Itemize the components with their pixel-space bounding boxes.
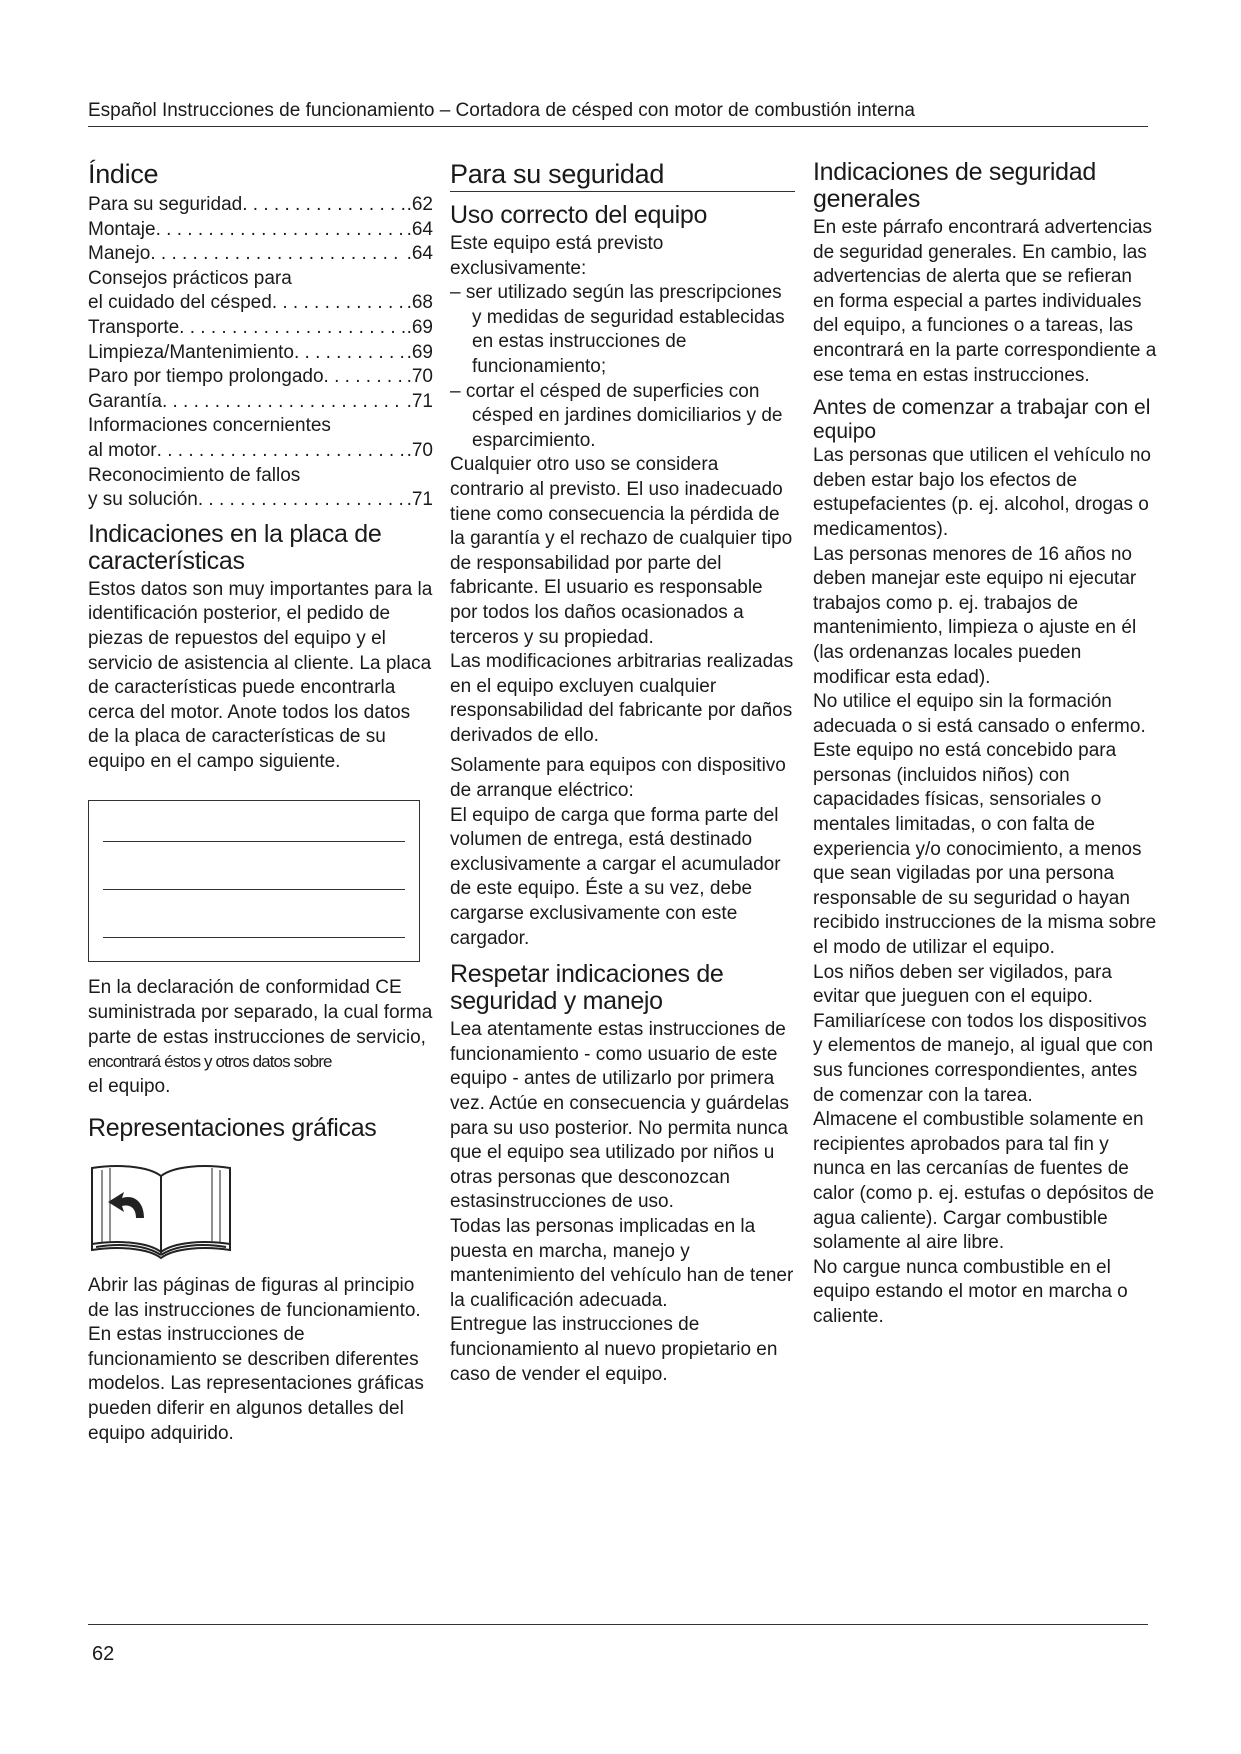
footer-rule bbox=[88, 1624, 1148, 1625]
safety-title: Para su seguridad bbox=[450, 159, 795, 192]
list-item: – ser utilizado según las prescripciones y medidas de seguridad establecidas en estas instrucciones de funcionamiento; bbox=[450, 282, 785, 377]
open-book-icon bbox=[88, 1158, 433, 1268]
electric-start-heading: Solamente para equipos con dispositivo de arranque eléctrico: bbox=[450, 755, 786, 802]
toc-entry[interactable]: Paro por tiempo prolongado . . . .70 bbox=[88, 365, 433, 390]
toc-entry[interactable]: Limpieza/Mantenimiento . . . .69 bbox=[88, 341, 433, 366]
paragraph: Almacene el combustible solamente en recipientes aprobados para tal fin y nunca en las cercanías de fuentes de calor (como p. ej. estufas o depósitos de agua caliente). Cargar combustible solamente al aire libre. bbox=[813, 1109, 1155, 1254]
column-middle bbox=[450, 155, 795, 1387]
column-left bbox=[88, 155, 433, 1446]
graphics-text-1: Abrir las páginas de figuras al principio de las instrucciones de funcionamiento. bbox=[88, 1275, 421, 1321]
page-number: 62 bbox=[92, 1643, 115, 1665]
respect-text-3: Entregue las instrucciones de funcionamiento al nuevo propietario en caso de vender el equipo. bbox=[450, 1314, 778, 1385]
toc-entry[interactable]: y su solución . . . .71 bbox=[88, 488, 433, 513]
use-text-2: Las modificaciones arbitrarias realizadas en el equipo excluyen cualquier responsabilidad del fabricante por daños derivados de ello. bbox=[450, 651, 794, 746]
graphics-text-2: En estas instrucciones de funcionamiento se describen diferentes modelos. Las representaciones gráficas pueden diferir en algunos detalles del equipo adquirido. bbox=[88, 1324, 424, 1444]
nameplate-data-field[interactable] bbox=[88, 800, 420, 962]
plate-text: Estos datos son muy importantes para la identificación posterior, el pedido de piezas de repuestos del equipo y el servicio de asistencia al cliente. La placa de características puede encontrarla cerca del motor. Anote todos los datos de la placa de características de su equipo en el campo siguiente. bbox=[88, 578, 433, 772]
paragraph: Familiarícese con todos los dispositivos y elementos de manejo, al igual que con sus funciones correspondientes, antes de comenzar con la tarea. bbox=[813, 1010, 1154, 1106]
toc-entry[interactable]: Manejo . . . .64 bbox=[88, 242, 433, 267]
toc-entry[interactable]: Garantía . . . .71 bbox=[88, 390, 433, 415]
toc-entry[interactable]: el cuidado del césped . . . .68 bbox=[88, 291, 433, 316]
respect-text-2: Todas las personas implicadas en la puesta en marcha, manejo y mantenimiento del vehículo han de tener la cualificación adecuada. bbox=[450, 1215, 794, 1311]
general-safety-text: En este párrafo encontrará advertencias de seguridad generales. En cambio, las advertencias de alerta que se refieran en forma especial a partes individuales del equipo, a funciones o a tareas, las encontrará en la parte correspondiente a ese tema en estas instrucciones. bbox=[813, 217, 1157, 386]
write-line bbox=[103, 841, 405, 842]
respect-section-title: Respetar indicaciones de seguridad y manejo bbox=[450, 960, 724, 1016]
toc-entry-line1: Consejos prácticos para bbox=[88, 267, 292, 289]
list-item: – cortar el césped de superficies con césped en jardines domiciliarios y de esparcimiento. bbox=[450, 380, 783, 451]
paragraph: No cargue nunca combustible en el equipo estando el motor en marcha o caliente. bbox=[813, 1256, 1128, 1327]
use-list bbox=[450, 281, 795, 453]
write-line bbox=[103, 889, 405, 890]
general-safety-title: Indicaciones de seguridad generales bbox=[813, 158, 1096, 213]
use-intro: Este equipo está previsto exclusivamente: bbox=[450, 233, 664, 279]
toc-entry[interactable]: Transporte . . . .69 bbox=[88, 316, 433, 341]
electric-start-text: El equipo de carga que forma parte del volumen de entrega, está destinado exclusivamente a cargar el acumulador de este equipo. Éste a su vez, debe cargarse exclusivamente con este cargador. bbox=[450, 804, 781, 949]
toc-entry[interactable]: Montaje . . . .64 bbox=[88, 218, 433, 243]
plate-section-title: Indicaciones en la placa de características bbox=[88, 519, 382, 575]
page-header: Español Instrucciones de funcionamiento – Cortadora de césped con motor de combustión interna bbox=[88, 100, 1148, 127]
write-line bbox=[103, 937, 405, 938]
column-right bbox=[813, 155, 1158, 1330]
paragraph: Las personas que utilicen el vehículo no deben estar bajo los efectos de estupefacientes (p. ej. alcohol, drogas o medicamentos). bbox=[813, 445, 1152, 540]
toc-entry[interactable]: Para su seguridad . . . .62 bbox=[88, 193, 433, 218]
before-work-title: Antes de comenzar a trabajar con el equipo bbox=[813, 396, 1151, 444]
paragraph: No utilice el equipo sin la formación adecuada o si está cansado o enfermo. bbox=[813, 691, 1146, 737]
toc-entry-line1: Reconocimiento de fallos bbox=[88, 464, 301, 486]
paragraph: Los niños deben ser vigilados, para evitar que jueguen con el equipo. bbox=[813, 961, 1112, 1008]
table-of-contents bbox=[88, 193, 433, 513]
paragraph: Este equipo no está concebido para personas (incluidos niños) con capacidades físicas, sensoriales o mentales limitadas, o con falta de experiencia y/o conocimiento, a menos que sean vigiladas por una persona responsable de su seguridad o hayan recibido instrucciones de la misma sobre el modo de utilizar el equipo. bbox=[813, 740, 1157, 959]
toc-entry[interactable]: al motor . . . .70 bbox=[88, 439, 433, 464]
use-section-title: Uso correcto del equipo bbox=[450, 201, 708, 229]
respect-text-1: Lea atentamente estas instrucciones de funcionamiento - como usuario de este equipo - antes de utilizarlo por primera vez. Actúe en consecuencia y guárdelas para su uso posterior. No permita nunca que el equipo sea utilizado por niños u otras personas que desconozcan estasinstrucciones de uso. bbox=[450, 1019, 790, 1213]
index-title: Índice bbox=[88, 159, 159, 189]
use-text-1: Cualquier otro uso se considera contrario al previsto. El uso inadecuado tiene como consecuencia la pérdida de la garantía y el rechazo de cualquier tipo de responsabilidad por parte del fabricante. El usuario es responsable por todos los daños ocasionados a terceros y su propiedad. bbox=[450, 454, 793, 648]
toc-entry-line1: Informaciones concernientes bbox=[88, 415, 331, 437]
ce-text: En la declaración de conformidad CE suministrada por separado, la cual forma parte de estas instrucciones de servicio, encontrará éstos y otros datos sobre el equipo. bbox=[88, 977, 433, 1097]
paragraph: Las personas menores de 16 años no deben manejar este equipo ni ejecutar trabajos como p. ej. trabajos de mantenimiento, limpieza o ajuste en él (las ordenanzas locales pueden modificar esta edad). bbox=[813, 543, 1137, 688]
graphics-section-title: Representaciones gráficas bbox=[88, 1114, 377, 1143]
